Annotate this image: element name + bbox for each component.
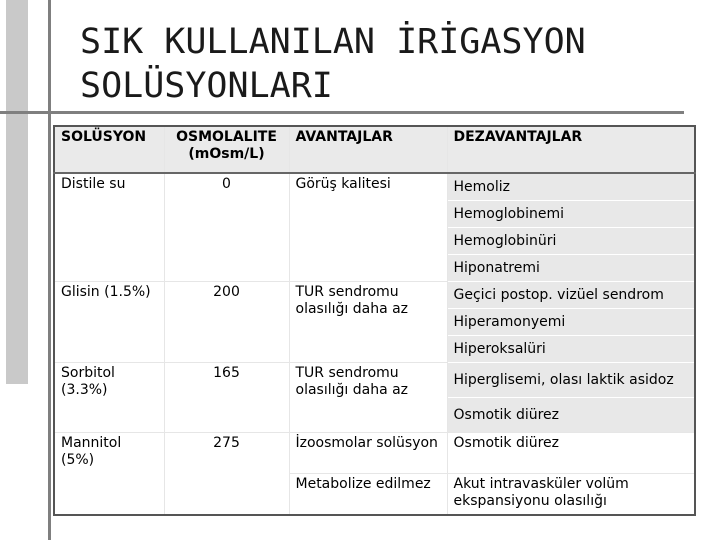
osmolality-value: 0: [164, 173, 289, 282]
irrigation-table: [53, 125, 696, 516]
disadvantage-item: Hiperglisemi, olası laktik asidoz: [447, 363, 695, 398]
table-row: [54, 363, 695, 398]
solution-name: Sorbitol (3.3%): [54, 363, 164, 433]
advantage-text: Görüş kalitesi: [289, 173, 447, 282]
header-solution: SOLÜSYON: [54, 126, 164, 173]
disadvantage-item: Hiperamonyemi: [447, 309, 695, 336]
disadvantage-item: Hiperoksalüri: [447, 336, 695, 363]
osmolality-value: 275: [164, 433, 289, 516]
solution-name: Mannitol (5%): [54, 433, 164, 516]
disadvantage-item: Hiponatremi: [447, 255, 695, 282]
advantage-text: İzoosmolar solüsyon: [289, 433, 447, 474]
header-osmolality-line1: OSMOLALITE: [176, 129, 277, 145]
disadvantage-item: Geçici postop. vizüel sendrom: [447, 282, 695, 309]
osmolality-value: 165: [164, 363, 289, 433]
title-line-1: SIK KULLANILAN İRİGASYON: [80, 22, 586, 62]
disadvantage-item: Hemoglobinemi: [447, 201, 695, 228]
disadvantage-item: Osmotik diürez: [447, 433, 695, 474]
header-osmolality-line2: (mOsm/L): [188, 146, 265, 162]
header-advantages: AVANTAJLAR: [289, 126, 447, 173]
horizontal-rule: [0, 111, 684, 114]
slide-title: [80, 20, 700, 108]
disadvantage-item: Hemoliz: [447, 173, 695, 201]
disadvantage-item: Akut intravasküler volüm ekspansiyonu olasılığı: [447, 474, 695, 516]
advantage-text: TUR sendromu olasılığı daha az: [289, 363, 447, 433]
title-line-2: SOLÜSYONLARI: [80, 66, 333, 106]
decorative-side-bar: [6, 0, 28, 384]
table-row: [54, 433, 695, 474]
osmolality-value: 200: [164, 282, 289, 363]
header-disadvantages: DEZAVANTAJLAR: [447, 126, 695, 173]
solution-name: Distile su: [54, 173, 164, 282]
disadvantage-item: Hemoglobinüri: [447, 228, 695, 255]
vertical-rule: [48, 0, 51, 540]
advantage-text: Metabolize edilmez: [289, 474, 447, 516]
disadvantage-item: Osmotik diürez: [447, 398, 695, 433]
header-osmolality: [164, 126, 289, 173]
table-row: [54, 282, 695, 309]
advantage-text: TUR sendromu olasılığı daha az: [289, 282, 447, 363]
table-header-row: [54, 126, 695, 173]
table-row: [54, 173, 695, 201]
solution-name: Glisin (1.5%): [54, 282, 164, 363]
